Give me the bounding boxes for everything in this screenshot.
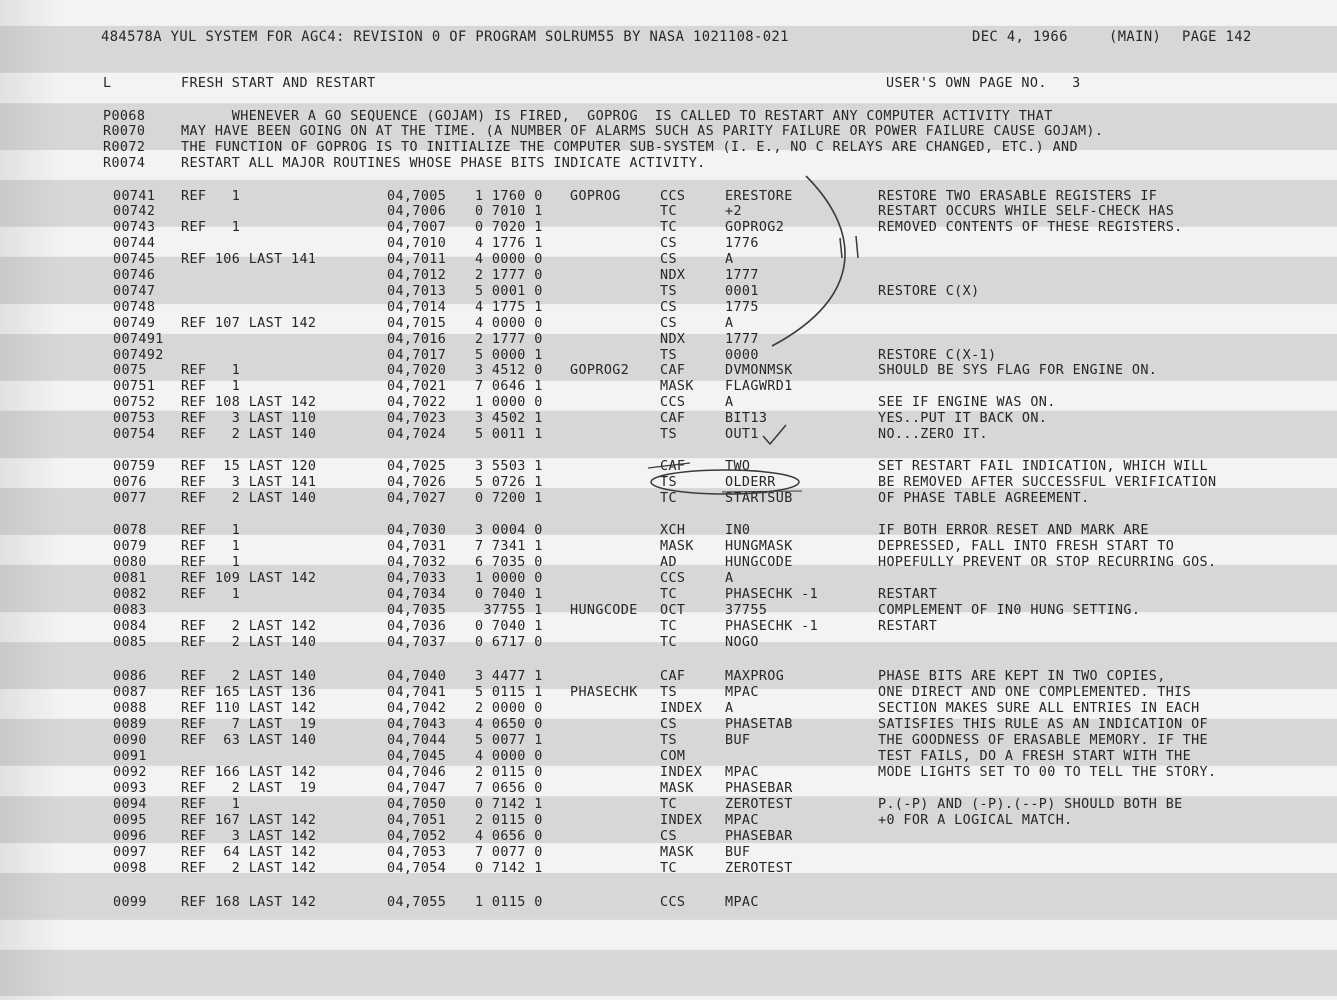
ref-field: REF 110 LAST 142 bbox=[181, 701, 317, 716]
address: 04,7050 bbox=[387, 797, 447, 812]
address: 04,7043 bbox=[387, 717, 447, 732]
operand: A bbox=[725, 571, 734, 586]
operand: NOGO bbox=[725, 635, 759, 650]
label-field: GOPROG2 bbox=[570, 363, 630, 378]
octal-word: 7 0646 1 bbox=[475, 379, 543, 394]
address: 04,7014 bbox=[387, 300, 447, 315]
octal-word: 0 7020 1 bbox=[475, 220, 543, 235]
address: 04,7051 bbox=[387, 813, 447, 828]
operand: A bbox=[725, 252, 734, 267]
comment: SATISFIES THIS RULE AS AN INDICATION OF bbox=[878, 717, 1209, 732]
opcode: TC bbox=[660, 204, 677, 219]
comment: P.(-P) AND (-P).(--P) SHOULD BOTH BE bbox=[878, 797, 1183, 812]
comment: OF PHASE TABLE AGREEMENT. bbox=[878, 491, 1090, 506]
operand: 0001 bbox=[725, 284, 759, 299]
comment: +0 FOR A LOGICAL MATCH. bbox=[878, 813, 1073, 828]
opcode: NDX bbox=[660, 268, 686, 283]
ref-field: REF 166 LAST 142 bbox=[181, 765, 317, 780]
address: 04,7017 bbox=[387, 348, 447, 363]
line-number: 00753 bbox=[113, 411, 156, 426]
ref-field: REF 1 bbox=[181, 220, 241, 235]
ref-field: REF 63 LAST 140 bbox=[181, 733, 317, 748]
operand: BUF bbox=[725, 845, 751, 860]
address: 04,7041 bbox=[387, 685, 447, 700]
ref-field: REF 165 LAST 136 bbox=[181, 685, 317, 700]
octal-word: 0 6717 0 bbox=[475, 635, 543, 650]
opcode: COM bbox=[660, 749, 686, 764]
comment: RESTART OCCURS WHILE SELF-CHECK HAS bbox=[878, 204, 1175, 219]
address: 04,7013 bbox=[387, 284, 447, 299]
comment: BE REMOVED AFTER SUCCESSFUL VERIFICATION bbox=[878, 475, 1217, 490]
opcode: MASK bbox=[660, 379, 694, 394]
comment: REMOVED CONTENTS OF THESE REGISTERS. bbox=[878, 220, 1183, 235]
operand: FLAGWRD1 bbox=[725, 379, 793, 394]
octal-word: 0 7010 1 bbox=[475, 204, 543, 219]
opcode: CS bbox=[660, 252, 677, 267]
line-number: 00752 bbox=[113, 395, 156, 410]
line-number: 0077 bbox=[113, 491, 147, 506]
line-number: 0090 bbox=[113, 733, 147, 748]
opcode: INDEX bbox=[660, 813, 703, 828]
comment: MODE LIGHTS SET TO 00 TO TELL THE STORY. bbox=[878, 765, 1217, 780]
ref-field: REF 168 LAST 142 bbox=[181, 895, 317, 910]
octal-word: 5 0115 1 bbox=[475, 685, 543, 700]
operand: A bbox=[725, 395, 734, 410]
ref-field: REF 2 LAST 142 bbox=[181, 861, 317, 876]
opcode: MASK bbox=[660, 781, 694, 796]
opcode: TS bbox=[660, 685, 677, 700]
octal-word: 4 0000 0 bbox=[475, 316, 543, 331]
remark-id: R0072 bbox=[103, 140, 146, 155]
line-number: 00751 bbox=[113, 379, 156, 394]
pencil-circle-olderr bbox=[651, 470, 799, 494]
opcode: CAF bbox=[660, 669, 686, 684]
header-section: (MAIN) bbox=[1109, 29, 1162, 45]
header-page: PAGE 142 bbox=[1182, 29, 1252, 45]
line-number: 0086 bbox=[113, 669, 147, 684]
address: 04,7044 bbox=[387, 733, 447, 748]
ref-field: REF 1 bbox=[181, 363, 241, 378]
octal-word: 3 5503 1 bbox=[475, 459, 543, 474]
operand: ZEROTEST bbox=[725, 797, 793, 812]
opcode: TS bbox=[660, 284, 677, 299]
opcode: TC bbox=[660, 861, 677, 876]
operand: 1775 bbox=[725, 300, 759, 315]
comment: PHASE BITS ARE KEPT IN TWO COPIES, bbox=[878, 669, 1166, 684]
opcode: CCS bbox=[660, 571, 686, 586]
subheader-user-page: USER'S OWN PAGE NO. 3 bbox=[886, 76, 1081, 91]
operand: IN0 bbox=[725, 523, 751, 538]
ref-field: REF 3 LAST 142 bbox=[181, 829, 317, 844]
line-number: 0078 bbox=[113, 523, 147, 538]
line-number: 0091 bbox=[113, 749, 147, 764]
octal-word: 7 0077 0 bbox=[475, 845, 543, 860]
address: 04,7006 bbox=[387, 204, 447, 219]
comment: THE GOODNESS OF ERASABLE MEMORY. IF THE bbox=[878, 733, 1209, 748]
opcode: INDEX bbox=[660, 765, 703, 780]
comment: RESTORE C(X-1) bbox=[878, 348, 997, 363]
operand: OLDERR bbox=[725, 475, 776, 490]
address: 04,7011 bbox=[387, 252, 447, 267]
octal-word: 7 0656 0 bbox=[475, 781, 543, 796]
line-number: 0098 bbox=[113, 861, 147, 876]
opcode: TS bbox=[660, 348, 677, 363]
remark-id: R0074 bbox=[103, 156, 146, 171]
comment: TEST FAILS, DO A FRESH START WITH THE bbox=[878, 749, 1192, 764]
line-number: 00754 bbox=[113, 427, 156, 442]
address: 04,7035 bbox=[387, 603, 447, 618]
octal-word: 5 0001 0 bbox=[475, 284, 543, 299]
operand: TWO bbox=[725, 459, 751, 474]
address: 04,7026 bbox=[387, 475, 447, 490]
ref-field: REF 1 bbox=[181, 539, 241, 554]
pencil-check-mark bbox=[763, 425, 786, 444]
operand: PHASEBAR bbox=[725, 829, 793, 844]
operand: A bbox=[725, 316, 734, 331]
line-number: 0076 bbox=[113, 475, 147, 490]
octal-word: 3 4477 1 bbox=[475, 669, 543, 684]
address: 04,7005 bbox=[387, 189, 447, 204]
address: 04,7033 bbox=[387, 571, 447, 586]
opcode: CAF bbox=[660, 411, 686, 426]
octal-word: 37755 1 bbox=[475, 603, 543, 618]
line-number: 00748 bbox=[113, 300, 156, 315]
octal-word: 0 7200 1 bbox=[475, 491, 543, 506]
pencil-tick-mark-2 bbox=[856, 236, 858, 258]
label-field: PHASECHK bbox=[570, 685, 638, 700]
line-number: 0099 bbox=[113, 895, 147, 910]
comment: RESTORE C(X) bbox=[878, 284, 980, 299]
octal-word: 2 1777 0 bbox=[475, 332, 543, 347]
comment: NO...ZERO IT. bbox=[878, 427, 989, 442]
operand: BUF bbox=[725, 733, 751, 748]
operand: MPAC bbox=[725, 765, 759, 780]
operand: PHASECHK -1 bbox=[725, 619, 819, 634]
address: 04,7023 bbox=[387, 411, 447, 426]
ref-field: REF 2 LAST 140 bbox=[181, 669, 317, 684]
remark-id: R0070 bbox=[103, 124, 146, 139]
octal-word: 3 0004 0 bbox=[475, 523, 543, 538]
comment: YES..PUT IT BACK ON. bbox=[878, 411, 1048, 426]
address: 04,7054 bbox=[387, 861, 447, 876]
address: 04,7025 bbox=[387, 459, 447, 474]
opcode: CCS bbox=[660, 189, 686, 204]
ref-field: REF 109 LAST 142 bbox=[181, 571, 317, 586]
opcode: CCS bbox=[660, 395, 686, 410]
address: 04,7021 bbox=[387, 379, 447, 394]
opcode: TS bbox=[660, 475, 677, 490]
line-number: 00742 bbox=[113, 204, 156, 219]
address: 04,7042 bbox=[387, 701, 447, 716]
line-number: 0094 bbox=[113, 797, 147, 812]
opcode: XCH bbox=[660, 523, 686, 538]
line-number: 00746 bbox=[113, 268, 156, 283]
octal-word: 5 0000 1 bbox=[475, 348, 543, 363]
remark-text: RESTART ALL MAJOR ROUTINES WHOSE PHASE BITS INDICATE ACTIVITY. bbox=[181, 156, 706, 171]
address: 04,7047 bbox=[387, 781, 447, 796]
operand: +2 bbox=[725, 204, 742, 219]
line-number: 0079 bbox=[113, 539, 147, 554]
opcode: TS bbox=[660, 427, 677, 442]
ref-field: REF 2 LAST 142 bbox=[181, 619, 317, 634]
octal-word: 5 0077 1 bbox=[475, 733, 543, 748]
line-number: 00741 bbox=[113, 189, 156, 204]
remark-id: P0068 bbox=[103, 109, 146, 124]
operand: 1776 bbox=[725, 236, 759, 251]
line-number: 0097 bbox=[113, 845, 147, 860]
opcode: TC bbox=[660, 587, 677, 602]
comment: RESTORE TWO ERASABLE REGISTERS IF bbox=[878, 189, 1158, 204]
operand: PHASECHK -1 bbox=[725, 587, 819, 602]
operand: PHASETAB bbox=[725, 717, 793, 732]
opcode: CS bbox=[660, 717, 677, 732]
line-number: 0089 bbox=[113, 717, 147, 732]
operand: GOPROG2 bbox=[725, 220, 785, 235]
ref-field: REF 1 bbox=[181, 189, 241, 204]
opcode: CS bbox=[660, 829, 677, 844]
octal-word: 0 7142 1 bbox=[475, 861, 543, 876]
line-number: 0083 bbox=[113, 603, 147, 618]
line-number: 00747 bbox=[113, 284, 156, 299]
pencil-bracket-arc bbox=[772, 176, 845, 346]
opcode: CS bbox=[660, 300, 677, 315]
address: 04,7027 bbox=[387, 491, 447, 506]
address: 04,7007 bbox=[387, 220, 447, 235]
opcode: CS bbox=[660, 316, 677, 331]
ref-field: REF 7 LAST 19 bbox=[181, 717, 317, 732]
comment: SECTION MAKES SURE ALL ENTRIES IN EACH bbox=[878, 701, 1200, 716]
comment: RESTART bbox=[878, 587, 938, 602]
octal-word: 2 0000 0 bbox=[475, 701, 543, 716]
address: 04,7036 bbox=[387, 619, 447, 634]
comment: ONE DIRECT AND ONE COMPLEMENTED. THIS bbox=[878, 685, 1192, 700]
operand: A bbox=[725, 701, 734, 716]
octal-word: 7 7341 1 bbox=[475, 539, 543, 554]
address: 04,7045 bbox=[387, 749, 447, 764]
opcode: TC bbox=[660, 220, 677, 235]
ref-field: REF 1 bbox=[181, 523, 241, 538]
address: 04,7022 bbox=[387, 395, 447, 410]
opcode: TS bbox=[660, 733, 677, 748]
address: 04,7015 bbox=[387, 316, 447, 331]
line-number: 0084 bbox=[113, 619, 147, 634]
opcode: NDX bbox=[660, 332, 686, 347]
pencil-tick-mark-1 bbox=[840, 238, 842, 258]
label-field: HUNGCODE bbox=[570, 603, 638, 618]
address: 04,7032 bbox=[387, 555, 447, 570]
operand: 37755 bbox=[725, 603, 768, 618]
header-title: 484578A YUL SYSTEM FOR AGC4: REVISION 0 OF PROGRAM SOLRUM55 BY NASA 1021108-021 bbox=[101, 29, 789, 45]
comment: COMPLEMENT OF IN0 HUNG SETTING. bbox=[878, 603, 1141, 618]
line-number: 0093 bbox=[113, 781, 147, 796]
operand: STARTSUB bbox=[725, 491, 793, 506]
octal-word: 4 1776 1 bbox=[475, 236, 543, 251]
operand: MPAC bbox=[725, 813, 759, 828]
octal-word: 3 4512 0 bbox=[475, 363, 543, 378]
opcode: TC bbox=[660, 619, 677, 634]
operand: 1777 bbox=[725, 332, 759, 347]
comment: DEPRESSED, FALL INTO FRESH START TO bbox=[878, 539, 1175, 554]
octal-word: 4 0650 0 bbox=[475, 717, 543, 732]
address: 04,7040 bbox=[387, 669, 447, 684]
octal-word: 2 0115 0 bbox=[475, 765, 543, 780]
pencil-strike-caf bbox=[648, 463, 690, 468]
remark-text: MAY HAVE BEEN GOING ON AT THE TIME. (A NUMBER OF ALARMS SUCH AS PARITY FAILURE OR POWER FAILURE CAUSE GOJAM). bbox=[181, 124, 1104, 139]
line-number: 007492 bbox=[113, 348, 164, 363]
address: 04,7030 bbox=[387, 523, 447, 538]
address: 04,7010 bbox=[387, 236, 447, 251]
line-number: 0075 bbox=[113, 363, 147, 378]
line-number: 0088 bbox=[113, 701, 147, 716]
octal-word: 3 4502 1 bbox=[475, 411, 543, 426]
ref-field: REF 1 bbox=[181, 379, 241, 394]
operand: HUNGMASK bbox=[725, 539, 793, 554]
line-number: 007491 bbox=[113, 332, 164, 347]
comment: SHOULD BE SYS FLAG FOR ENGINE ON. bbox=[878, 363, 1158, 378]
octal-word: 2 0115 0 bbox=[475, 813, 543, 828]
opcode: CAF bbox=[660, 363, 686, 378]
ref-field: REF 2 LAST 140 bbox=[181, 491, 317, 506]
operand: 0000 bbox=[725, 348, 759, 363]
opcode: MASK bbox=[660, 845, 694, 860]
address: 04,7052 bbox=[387, 829, 447, 844]
ref-field: REF 2 LAST 140 bbox=[181, 635, 317, 650]
address: 04,7024 bbox=[387, 427, 447, 442]
comment: RESTART bbox=[878, 619, 938, 634]
opcode: CS bbox=[660, 236, 677, 251]
octal-word: 2 1777 0 bbox=[475, 268, 543, 283]
opcode: INDEX bbox=[660, 701, 703, 716]
line-number: 0095 bbox=[113, 813, 147, 828]
octal-word: 4 0000 0 bbox=[475, 749, 543, 764]
ref-field: REF 3 LAST 141 bbox=[181, 475, 317, 490]
header-date: DEC 4, 1966 bbox=[972, 29, 1068, 45]
line-number: 00744 bbox=[113, 236, 156, 251]
line-number: 0092 bbox=[113, 765, 147, 780]
subheader-mark: L bbox=[103, 76, 112, 91]
address: 04,7037 bbox=[387, 635, 447, 650]
operand: ERESTORE bbox=[725, 189, 793, 204]
opcode: CAF bbox=[660, 459, 686, 474]
octal-word: 1 1760 0 bbox=[475, 189, 543, 204]
ref-field: REF 15 LAST 120 bbox=[181, 459, 317, 474]
comment: SET RESTART FAIL INDICATION, WHICH WILL bbox=[878, 459, 1209, 474]
ref-field: REF 3 LAST 110 bbox=[181, 411, 317, 426]
ref-field: REF 1 bbox=[181, 797, 241, 812]
operand: MPAC bbox=[725, 685, 759, 700]
ref-field: REF 2 LAST 19 bbox=[181, 781, 317, 796]
octal-word: 0 7142 1 bbox=[475, 797, 543, 812]
operand: ZEROTEST bbox=[725, 861, 793, 876]
operand: MPAC bbox=[725, 895, 759, 910]
line-number: 0085 bbox=[113, 635, 147, 650]
octal-word: 0 7040 1 bbox=[475, 587, 543, 602]
operand: DVMONMSK bbox=[725, 363, 793, 378]
address: 04,7012 bbox=[387, 268, 447, 283]
ref-field: REF 167 LAST 142 bbox=[181, 813, 317, 828]
address: 04,7031 bbox=[387, 539, 447, 554]
octal-word: 4 1775 1 bbox=[475, 300, 543, 315]
ref-field: REF 64 LAST 142 bbox=[181, 845, 317, 860]
operand: HUNGCODE bbox=[725, 555, 793, 570]
octal-word: 5 0726 1 bbox=[475, 475, 543, 490]
remark-text: THE FUNCTION OF GOPROG IS TO INITIALIZE THE COMPUTER SUB-SYSTEM (I. E., NO C RELAYS ARE CHANGED, ETC.) AND bbox=[181, 140, 1078, 155]
operand: MAXPROG bbox=[725, 669, 785, 684]
opcode: TC bbox=[660, 797, 677, 812]
operand: OUT1 bbox=[725, 427, 759, 442]
ref-field: REF 1 bbox=[181, 587, 241, 602]
address: 04,7020 bbox=[387, 363, 447, 378]
address: 04,7016 bbox=[387, 332, 447, 347]
line-number: 00759 bbox=[113, 459, 156, 474]
octal-word: 1 0115 0 bbox=[475, 895, 543, 910]
opcode: TC bbox=[660, 491, 677, 506]
ref-field: REF 2 LAST 140 bbox=[181, 427, 317, 442]
operand: PHASEBAR bbox=[725, 781, 793, 796]
line-number: 0081 bbox=[113, 571, 147, 586]
opcode: AD bbox=[660, 555, 677, 570]
label-field: GOPROG bbox=[570, 189, 621, 204]
address: 04,7053 bbox=[387, 845, 447, 860]
operand: BIT13 bbox=[725, 411, 768, 426]
opcode: TC bbox=[660, 635, 677, 650]
ref-field: REF 107 LAST 142 bbox=[181, 316, 317, 331]
opcode: CCS bbox=[660, 895, 686, 910]
line-number: 0087 bbox=[113, 685, 147, 700]
octal-word: 5 0011 1 bbox=[475, 427, 543, 442]
line-number: 0082 bbox=[113, 587, 147, 602]
opcode: OCT bbox=[660, 603, 686, 618]
line-number: 00749 bbox=[113, 316, 156, 331]
operand: 1777 bbox=[725, 268, 759, 283]
ref-field: REF 106 LAST 141 bbox=[181, 252, 317, 267]
comment: HOPEFULLY PREVENT OR STOP RECURRING GOS. bbox=[878, 555, 1217, 570]
ref-field: REF 1 bbox=[181, 555, 241, 570]
octal-word: 4 0000 0 bbox=[475, 252, 543, 267]
octal-word: 4 0656 0 bbox=[475, 829, 543, 844]
octal-word: 1 0000 0 bbox=[475, 395, 543, 410]
address: 04,7046 bbox=[387, 765, 447, 780]
address: 04,7034 bbox=[387, 587, 447, 602]
octal-word: 6 7035 0 bbox=[475, 555, 543, 570]
opcode: MASK bbox=[660, 539, 694, 554]
subheader-title: FRESH START AND RESTART bbox=[181, 76, 376, 91]
pencil-strike-startsub bbox=[722, 491, 802, 492]
line-number: 0080 bbox=[113, 555, 147, 570]
ref-field: REF 108 LAST 142 bbox=[181, 395, 317, 410]
line-number: 00743 bbox=[113, 220, 156, 235]
address: 04,7055 bbox=[387, 895, 447, 910]
line-number: 00745 bbox=[113, 252, 156, 267]
octal-word: 0 7040 1 bbox=[475, 619, 543, 634]
line-number: 0096 bbox=[113, 829, 147, 844]
comment: IF BOTH ERROR RESET AND MARK ARE bbox=[878, 523, 1149, 538]
octal-word: 1 0000 0 bbox=[475, 571, 543, 586]
comment: SEE IF ENGINE WAS ON. bbox=[878, 395, 1056, 410]
remark-text: WHENEVER A GO SEQUENCE (GOJAM) IS FIRED, GOPROG IS CALLED TO RESTART ANY COMPUTER ACTIVITY THAT bbox=[181, 109, 1053, 124]
